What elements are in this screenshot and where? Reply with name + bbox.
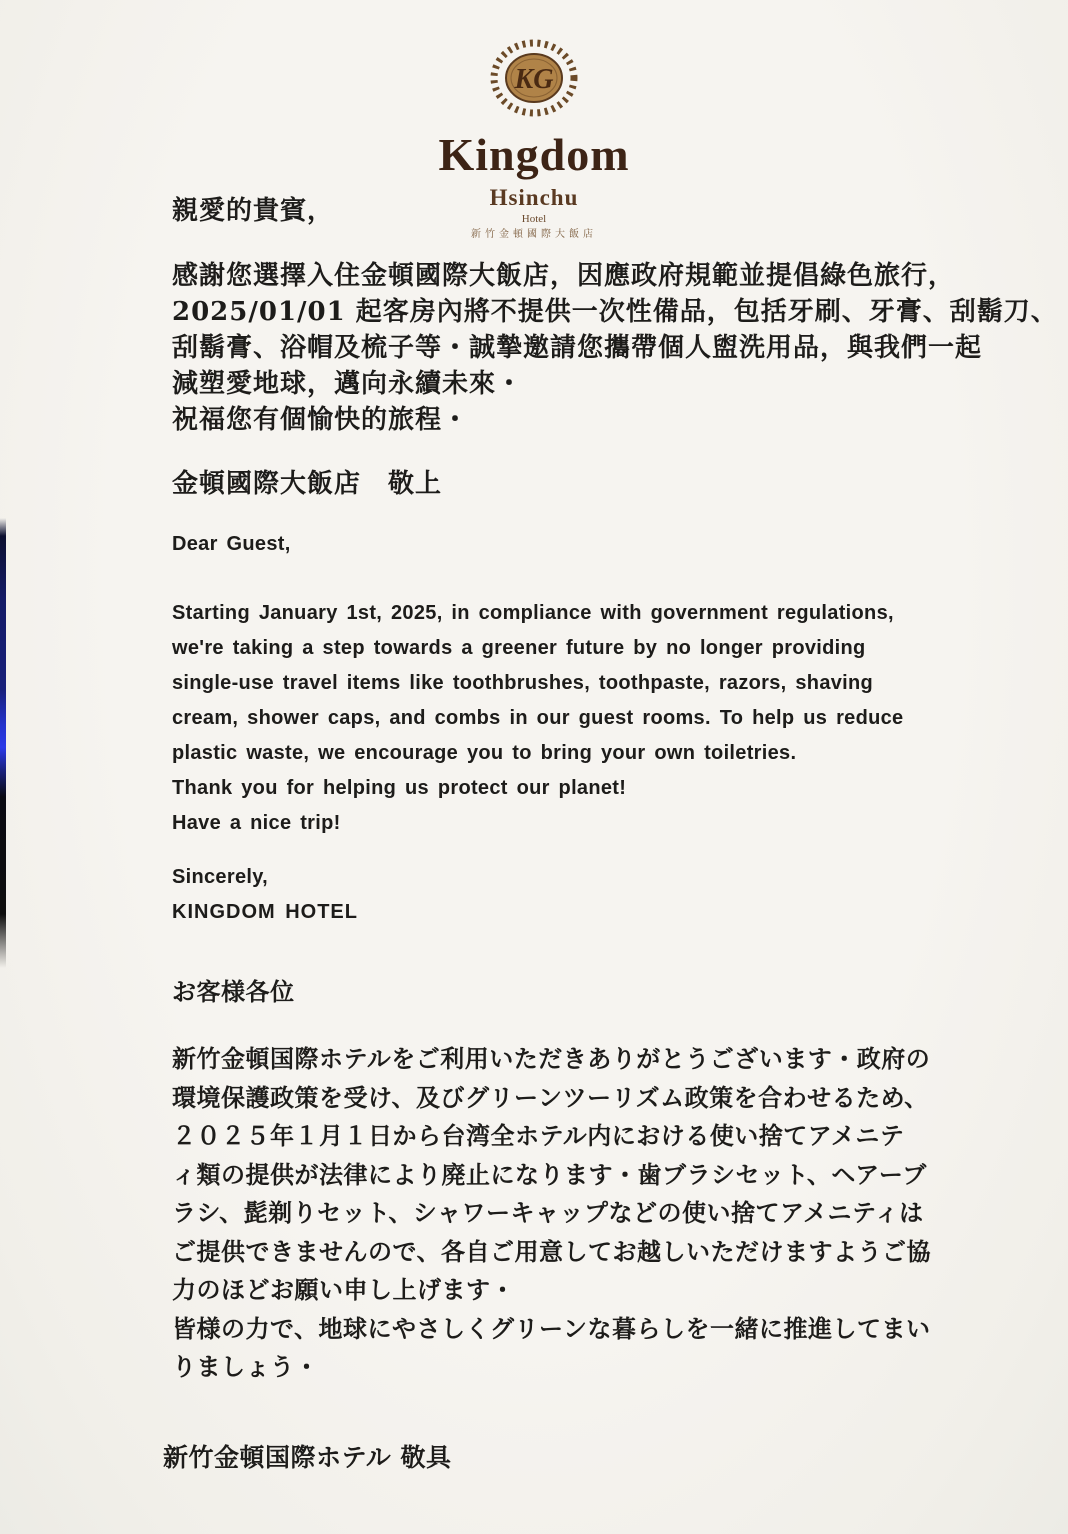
brand-name: Kingdom — [438, 129, 630, 180]
japanese-body-line: 力のほどお願い申し上げます・ — [172, 1275, 515, 1304]
chinese-body-line: 感謝您選擇入住金頓國際大飯店，因應政府規範並提倡綠色旅行， — [172, 261, 956, 291]
japanese-body-line: 皆様の力で、地球にやさしくグリーンな暮らしを一緒に推進してまい — [172, 1313, 931, 1343]
english-body-paragraph — [172, 596, 903, 841]
chinese-body-line: 2025/01/01 起客房內將不提供一次性備品，包括牙刷、牙膏、刮鬍刀、 — [172, 297, 1058, 327]
japanese-body-line: ラシ、髭剃りセット、シャワーキャップなどの使い捨てアメニティは — [172, 1198, 924, 1227]
chinese-signature: 金頓國際大飯店 敬上 — [172, 469, 443, 499]
brand-location: Hsinchu — [489, 185, 579, 210]
chinese-greeting: 親愛的貴賓， — [172, 196, 335, 226]
laurel-wreath-emblem-icon — [476, 34, 592, 130]
japanese-body-line: ィ類の提供が法律により廃止になります・歯ブラシセット、ヘアーブ — [172, 1159, 927, 1189]
english-greeting: Dear Guest, — [172, 533, 291, 555]
chinese-body-paragraph — [172, 258, 1058, 438]
letterhead — [0, 34, 1068, 240]
japanese-greeting: お客様各位 — [172, 977, 295, 1006]
english-body-line: we're taking a step towards a greener future by no longer providing — [172, 637, 866, 659]
japanese-body-line: ご提供できませんので、各自ご用意してお越しいただけますようご協 — [172, 1236, 932, 1266]
chinese-body-line: 減塑愛地球，邁向永續未來・ — [172, 369, 524, 399]
japanese-body-line: ２０２５年１月１日から台湾全ホテル内における使い捨てアメニテ — [172, 1121, 905, 1150]
japanese-body-line: 環境保護政策を受け、及びグリーンツーリズム政策を合わせるため、 — [172, 1082, 929, 1112]
english-body-line: Have a nice trip! — [172, 812, 341, 834]
brand-subtitle: Hotel — [521, 213, 547, 225]
japanese-body-line: りましょう・ — [172, 1352, 319, 1381]
monogram-text: KG — [514, 64, 554, 95]
english-body-line: cream, shower caps, and combs in our guest rooms. To help us reduce — [172, 707, 904, 729]
japanese-body-line: 新竹金頓国際ホテルをご利用いただきありがとうございます・政府の — [172, 1044, 931, 1073]
english-body-line: plastic waste, we encourage you to bring your own toiletries. — [172, 742, 797, 764]
english-signature: KINGDOM HOTEL — [172, 901, 358, 923]
english-body-line: Starting January 1st, 2025, in compliance with government regulations, — [172, 602, 894, 624]
chinese-body-line: 刮鬍膏、浴帽及梳子等・誠摯邀請您攜帶個人盥洗用品，與我們一起 — [172, 333, 983, 363]
japanese-signature: 新竹金頓国際ホテル 敬具 — [163, 1443, 452, 1472]
chinese-body-line: 祝福您有個愉快的旅程・ — [172, 405, 470, 435]
japanese-body-paragraph — [172, 1040, 931, 1387]
brand-chinese-name: 新竹金頓國際大飯店 — [471, 229, 597, 240]
english-closing: Sincerely, — [172, 866, 269, 888]
english-body-line: single-use travel items like toothbrushes, toothpaste, razors, shaving — [172, 672, 874, 694]
photo-edge-artifact — [0, 518, 6, 968]
english-body-line: Thank you for helping us protect our planet! — [172, 777, 627, 799]
